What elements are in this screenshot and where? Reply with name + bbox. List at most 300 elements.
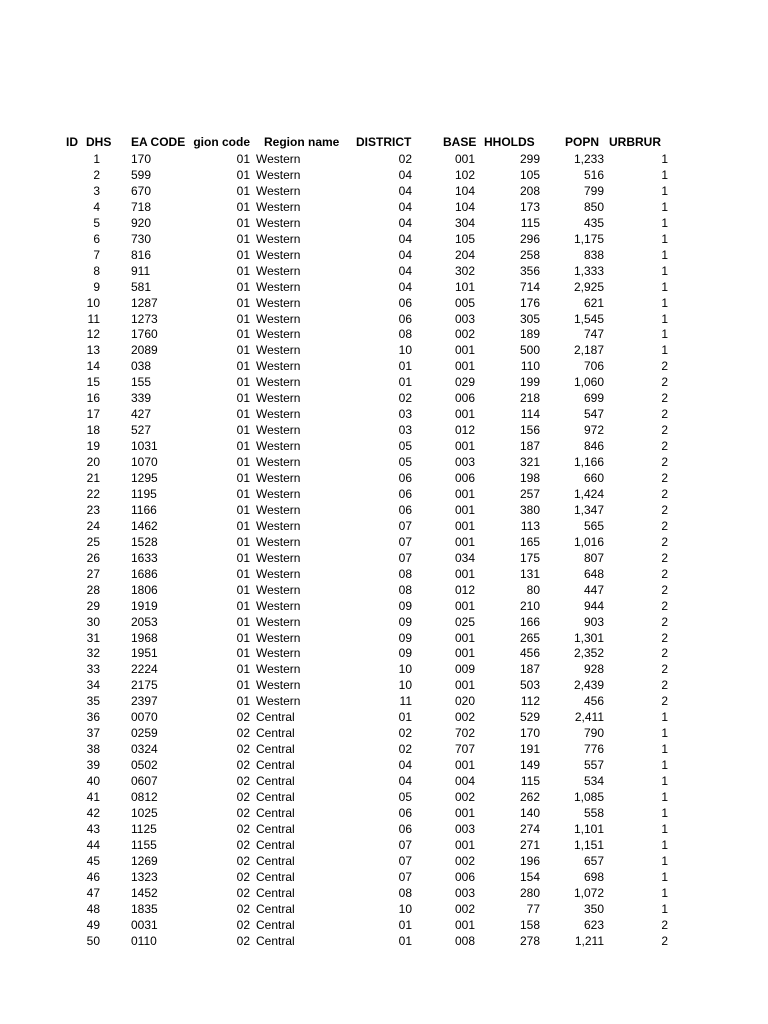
cell-district: 04 (398, 247, 412, 262)
cell-urbrur: 1 (661, 327, 668, 342)
cell-id: 44 (86, 837, 100, 852)
cell-ea-code: 1686 (131, 566, 158, 581)
cell-hholds: 257 (519, 486, 540, 501)
cell-region-code: 01 (236, 311, 250, 326)
cell-id: 50 (86, 933, 100, 948)
cell-region-name: Western (256, 662, 301, 677)
cell-region-name: Western (256, 391, 301, 406)
cell-ea-code: 1462 (131, 518, 158, 533)
cell-hholds: 210 (519, 598, 540, 613)
cell-urbrur: 1 (661, 295, 668, 310)
cell-urbrur: 1 (661, 279, 668, 294)
cell-urbrur: 1 (661, 901, 668, 916)
table-row (0, 630, 768, 646)
cell-district: 08 (398, 582, 412, 597)
cell-region-code: 01 (236, 152, 250, 166)
table-row (0, 741, 768, 757)
cell-district: 07 (398, 869, 412, 884)
table-row (0, 374, 768, 390)
cell-id: 17 (86, 407, 100, 422)
table-row (0, 805, 768, 821)
cell-ea-code: 1025 (131, 805, 158, 820)
cell-base: 003 (455, 821, 476, 836)
cell-hholds: 173 (519, 199, 540, 214)
cell-popn: 435 (583, 215, 604, 230)
cell-district: 04 (398, 758, 412, 773)
cell-base: 002 (455, 901, 476, 916)
cell-popn: 1,166 (573, 455, 604, 470)
cell-ea-code: 1835 (131, 901, 158, 916)
cell-region-name: Central (256, 853, 295, 868)
cell-region-code: 01 (236, 279, 250, 294)
cell-urbrur: 1 (661, 167, 668, 182)
cell-district: 09 (398, 630, 412, 645)
cell-urbrur: 2 (661, 471, 668, 485)
cell-urbrur: 1 (661, 263, 668, 278)
cell-district: 08 (398, 885, 412, 900)
cell-region-name: Western (256, 343, 301, 358)
table-row (0, 901, 768, 917)
cell-district: 05 (398, 455, 412, 470)
cell-id: 33 (86, 662, 100, 677)
cell-base: 001 (455, 407, 476, 422)
cell-region-code: 01 (236, 167, 250, 182)
cell-region-name: Western (256, 407, 301, 422)
cell-base: 001 (455, 502, 476, 517)
cell-region-code: 02 (236, 917, 250, 932)
cell-id: 14 (86, 359, 100, 374)
cell-region-code: 01 (236, 662, 250, 677)
cell-id: 38 (86, 742, 100, 757)
table-row (0, 151, 768, 167)
cell-region-code: 01 (236, 343, 250, 358)
cell-hholds: 714 (519, 279, 540, 294)
cell-region-code: 01 (236, 518, 250, 533)
cell-district: 04 (398, 231, 412, 246)
cell-district: 07 (398, 853, 412, 868)
cell-popn: 456 (583, 694, 604, 709)
cell-urbrur: 1 (661, 247, 668, 262)
cell-id: 11 (87, 311, 100, 326)
cell-base: 001 (455, 646, 476, 661)
cell-id: 16 (86, 391, 100, 406)
cell-district: 02 (398, 152, 412, 166)
cell-base: 304 (455, 215, 476, 230)
cell-urbrur: 1 (661, 885, 668, 900)
cell-region-name: Central (256, 917, 295, 932)
cell-popn: 799 (583, 183, 604, 198)
cell-urbrur: 1 (661, 774, 668, 789)
cell-urbrur: 1 (661, 726, 668, 741)
cell-ea-code: 718 (131, 199, 152, 214)
cell-hholds: 265 (519, 630, 540, 645)
cell-base: 003 (455, 455, 476, 470)
cell-region-code: 01 (236, 247, 250, 262)
cell-popn: 516 (583, 167, 604, 182)
cell-district: 09 (398, 614, 412, 629)
table-row (0, 789, 768, 805)
cell-popn: 928 (583, 662, 604, 677)
cell-ea-code: 155 (131, 375, 152, 390)
cell-region-name: Western (256, 550, 301, 565)
cell-urbrur: 1 (661, 710, 668, 725)
cell-id: 46 (86, 869, 100, 884)
cell-district: 01 (398, 917, 412, 932)
cell-id: 37 (86, 726, 100, 741)
cell-region-name: Western (256, 630, 301, 645)
cell-base: 104 (455, 183, 476, 198)
cell-region-name: Western (256, 423, 301, 438)
cell-id: 1 (93, 152, 100, 166)
cell-ea-code: 170 (131, 152, 152, 166)
cell-district: 01 (398, 933, 412, 948)
table-row (0, 534, 768, 550)
cell-hholds: 218 (519, 391, 540, 406)
cell-id: 20 (86, 455, 100, 470)
cell-id: 39 (86, 758, 100, 773)
cell-id: 47 (86, 885, 100, 900)
cell-popn: 846 (583, 439, 604, 454)
cell-urbrur: 2 (661, 455, 668, 470)
cell-region-name: Central (256, 885, 295, 900)
cell-base: 001 (455, 439, 476, 454)
cell-urbrur: 2 (661, 630, 668, 645)
cell-id: 29 (86, 598, 100, 613)
cell-hholds: 80 (526, 582, 540, 597)
cell-region-code: 01 (236, 295, 250, 310)
cell-base: 001 (455, 598, 476, 613)
cell-popn: 1,347 (573, 502, 604, 517)
cell-urbrur: 1 (661, 311, 668, 326)
cell-ea-code: 1919 (131, 598, 158, 613)
cell-district: 04 (398, 279, 412, 294)
cell-popn: 558 (583, 805, 604, 820)
cell-district: 03 (398, 423, 412, 438)
table-row (0, 438, 768, 454)
cell-region-name: Western (256, 582, 301, 597)
table-row (0, 614, 768, 630)
cell-region-code: 01 (236, 407, 250, 422)
cell-district: 10 (398, 678, 412, 693)
cell-region-name: Western (256, 359, 301, 374)
cell-popn: 2,187 (573, 343, 604, 358)
cell-hholds: 500 (519, 343, 540, 358)
cell-region-code: 01 (236, 694, 250, 709)
cell-urbrur: 1 (661, 231, 668, 246)
cell-region-code: 02 (236, 853, 250, 868)
cell-popn: 972 (583, 423, 604, 438)
table-row (0, 279, 768, 295)
cell-id: 10 (86, 295, 100, 310)
table-row (0, 933, 768, 949)
cell-hholds: 208 (519, 183, 540, 198)
cell-hholds: 140 (519, 805, 540, 820)
cell-urbrur: 2 (661, 518, 668, 533)
cell-urbrur: 1 (661, 343, 668, 358)
cell-region-code: 02 (236, 821, 250, 836)
cell-id: 26 (86, 550, 100, 565)
cell-region-name: Western (256, 279, 301, 294)
cell-district: 06 (398, 295, 412, 310)
cell-popn: 850 (583, 199, 604, 214)
cell-urbrur: 2 (661, 598, 668, 613)
cell-urbrur: 2 (661, 917, 668, 932)
cell-ea-code: 1968 (131, 630, 158, 645)
cell-urbrur: 1 (661, 215, 668, 230)
header-dhs: DHS (86, 135, 112, 149)
cell-hholds: 156 (519, 423, 540, 438)
cell-urbrur: 1 (661, 790, 668, 804)
cell-urbrur: 2 (661, 582, 668, 597)
cell-popn: 776 (583, 742, 604, 757)
cell-region-code: 01 (236, 614, 250, 629)
cell-popn: 1,101 (573, 821, 604, 836)
cell-id: 30 (86, 614, 100, 629)
cell-hholds: 187 (519, 439, 540, 454)
cell-region-code: 01 (236, 502, 250, 517)
cell-ea-code: 427 (131, 407, 152, 422)
cell-region-code: 01 (236, 199, 250, 214)
cell-popn: 648 (583, 566, 604, 581)
cell-id: 24 (86, 518, 100, 533)
header-hholds: HHOLDS (484, 135, 535, 149)
cell-ea-code: 0324 (131, 742, 158, 757)
cell-base: 025 (455, 614, 476, 629)
cell-region-code: 01 (236, 566, 250, 581)
cell-hholds: 189 (519, 327, 540, 342)
table-row (0, 183, 768, 199)
cell-popn: 447 (583, 582, 604, 597)
cell-urbrur: 2 (661, 391, 668, 406)
cell-popn: 790 (583, 726, 604, 741)
cell-region-name: Western (256, 518, 301, 533)
cell-hholds: 149 (519, 758, 540, 773)
cell-region-name: Western (256, 215, 301, 230)
cell-district: 06 (398, 502, 412, 517)
cell-base: 001 (455, 758, 476, 773)
cell-id: 34 (86, 678, 100, 693)
cell-base: 005 (455, 295, 476, 310)
cell-ea-code: 1155 (131, 837, 157, 852)
cell-hholds: 198 (519, 471, 540, 485)
cell-district: 09 (398, 598, 412, 613)
cell-hholds: 187 (519, 662, 540, 677)
cell-ea-code: 0812 (131, 790, 158, 804)
cell-base: 002 (455, 327, 476, 342)
cell-base: 001 (455, 630, 476, 645)
cell-base: 006 (455, 869, 476, 884)
table-row (0, 661, 768, 677)
cell-base: 012 (455, 582, 476, 597)
cell-urbrur: 2 (661, 439, 668, 454)
cell-hholds: 115 (520, 774, 540, 789)
cell-id: 3 (93, 183, 100, 198)
cell-region-code: 02 (236, 742, 250, 757)
cell-region-name: Western (256, 183, 301, 198)
cell-region-name: Central (256, 933, 295, 948)
cell-id: 7 (93, 247, 100, 262)
cell-region-name: Western (256, 614, 301, 629)
cell-region-code: 01 (236, 391, 250, 406)
header-popn: POPN (565, 135, 600, 149)
cell-hholds: 296 (519, 231, 540, 246)
cell-region-name: Western (256, 295, 301, 310)
cell-region-code: 01 (236, 582, 250, 597)
table-row (0, 518, 768, 534)
cell-ea-code: 670 (131, 183, 152, 198)
cell-region-code: 01 (236, 630, 250, 645)
cell-hholds: 199 (519, 375, 540, 390)
cell-region-name: Western (256, 646, 301, 661)
cell-urbrur: 2 (661, 359, 668, 374)
cell-base: 012 (455, 423, 476, 438)
cell-region-name: Western (256, 247, 301, 262)
header-region-code: gion code (193, 135, 250, 149)
cell-urbrur: 1 (661, 758, 668, 773)
cell-region-code: 02 (236, 726, 250, 741)
cell-id: 32 (86, 646, 100, 661)
cell-urbrur: 1 (661, 742, 668, 757)
cell-base: 034 (455, 550, 476, 565)
cell-region-name: Western (256, 694, 301, 709)
cell-region-name: Western (256, 152, 301, 166)
cell-ea-code: 0259 (131, 726, 158, 741)
cell-region-code: 02 (236, 933, 250, 948)
cell-popn: 657 (583, 853, 604, 868)
cell-ea-code: 1273 (131, 311, 158, 326)
table-row (0, 645, 768, 661)
cell-urbrur: 1 (661, 805, 668, 820)
cell-id: 49 (86, 917, 100, 932)
cell-region-code: 02 (236, 885, 250, 900)
table-row (0, 454, 768, 470)
table-row (0, 422, 768, 438)
cell-id: 21 (86, 471, 100, 485)
cell-id: 36 (86, 710, 100, 725)
cell-hholds: 170 (519, 726, 540, 741)
table-row (0, 215, 768, 231)
table-row (0, 342, 768, 358)
cell-ea-code: 1806 (131, 582, 158, 597)
cell-popn: 1,424 (573, 486, 604, 501)
cell-district: 06 (398, 471, 412, 485)
cell-popn: 747 (583, 327, 604, 342)
cell-hholds: 112 (520, 694, 540, 709)
cell-popn: 1,301 (573, 630, 604, 645)
cell-id: 9 (93, 279, 100, 294)
cell-region-name: Western (256, 471, 301, 485)
table-row (0, 470, 768, 486)
cell-district: 10 (398, 343, 412, 358)
cell-popn: 1,085 (573, 790, 604, 804)
cell-region-code: 01 (236, 486, 250, 501)
cell-urbrur: 2 (661, 486, 668, 501)
cell-base: 002 (455, 790, 476, 804)
cell-region-name: Western (256, 678, 301, 693)
cell-base: 006 (455, 471, 476, 485)
cell-urbrur: 2 (661, 678, 668, 693)
cell-base: 102 (455, 167, 476, 182)
cell-region-code: 01 (236, 327, 250, 342)
cell-district: 04 (398, 263, 412, 278)
cell-region-name: Central (256, 837, 295, 852)
table-row (0, 390, 768, 406)
cell-region-name: Western (256, 455, 301, 470)
table-row (0, 582, 768, 598)
cell-district: 02 (398, 391, 412, 406)
cell-hholds: 105 (519, 167, 540, 182)
cell-region-name: Western (256, 375, 301, 390)
cell-base: 029 (455, 375, 476, 390)
cell-id: 6 (93, 231, 100, 246)
cell-district: 04 (398, 774, 412, 789)
cell-region-code: 01 (236, 231, 250, 246)
cell-district: 11 (399, 694, 412, 709)
cell-id: 41 (86, 790, 100, 804)
cell-district: 06 (398, 805, 412, 820)
header-region-name: Region name (264, 135, 340, 149)
cell-urbrur: 2 (661, 534, 668, 549)
cell-urbrur: 2 (661, 646, 668, 661)
cell-id: 42 (86, 805, 100, 820)
cell-ea-code: 1166 (131, 502, 157, 517)
table-row (0, 486, 768, 502)
table-row (0, 757, 768, 773)
cell-base: 001 (455, 917, 476, 932)
cell-hholds: 115 (520, 215, 540, 230)
table-row (0, 725, 768, 741)
cell-popn: 623 (583, 917, 604, 932)
cell-ea-code: 581 (131, 279, 152, 294)
cell-ea-code: 730 (131, 231, 152, 246)
cell-base: 702 (455, 726, 476, 741)
cell-region-name: Western (256, 566, 301, 581)
cell-urbrur: 1 (661, 183, 668, 198)
cell-popn: 350 (583, 901, 604, 916)
cell-base: 101 (455, 279, 476, 294)
cell-urbrur: 2 (661, 502, 668, 517)
cell-popn: 807 (583, 550, 604, 565)
cell-id: 48 (86, 901, 100, 916)
cell-region-code: 02 (236, 837, 250, 852)
cell-base: 004 (455, 774, 476, 789)
cell-district: 05 (398, 439, 412, 454)
cell-id: 19 (86, 439, 100, 454)
header-ea-code: EA CODE (131, 135, 186, 149)
cell-region-name: Central (256, 805, 295, 820)
cell-region-name: Western (256, 231, 301, 246)
cell-region-code: 02 (236, 805, 250, 820)
cell-ea-code: 920 (131, 215, 152, 230)
cell-region-code: 01 (236, 183, 250, 198)
cell-region-code: 01 (236, 534, 250, 549)
cell-urbrur: 1 (661, 869, 668, 884)
cell-district: 07 (398, 518, 412, 533)
cell-ea-code: 1951 (131, 646, 158, 661)
cell-region-name: Western (256, 327, 301, 342)
cell-id: 25 (86, 534, 100, 549)
cell-popn: 838 (583, 247, 604, 262)
table-row (0, 677, 768, 693)
cell-hholds: 176 (519, 295, 540, 310)
table-row (0, 358, 768, 374)
cell-region-name: Central (256, 758, 295, 773)
cell-hholds: 110 (520, 359, 540, 374)
cell-base: 003 (455, 311, 476, 326)
cell-region-name: Central (256, 869, 295, 884)
cell-hholds: 271 (519, 837, 540, 852)
table-row (0, 869, 768, 885)
